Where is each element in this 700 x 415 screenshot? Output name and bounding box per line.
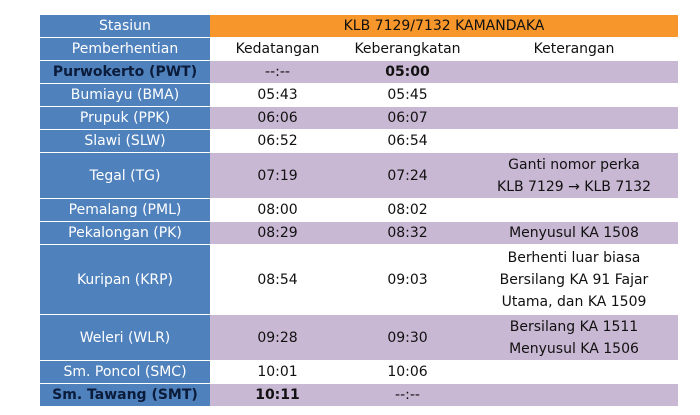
arrival-time: 10:01 bbox=[210, 361, 345, 384]
arrival-time: 05:43 bbox=[210, 84, 345, 107]
table-row bbox=[40, 315, 678, 361]
departure-time: 05:00 bbox=[345, 61, 470, 84]
table-row bbox=[40, 130, 678, 153]
station-name: Pemalang (PML) bbox=[40, 199, 210, 222]
station-header-line1: Stasiun bbox=[40, 15, 210, 38]
arrival-time: 06:06 bbox=[210, 107, 345, 130]
station-name: Bumiayu (BMA) bbox=[40, 84, 210, 107]
departure-time: 09:30 bbox=[345, 315, 470, 361]
departure-time: 05:45 bbox=[345, 84, 470, 107]
note bbox=[470, 315, 678, 361]
schedule-table bbox=[40, 15, 678, 407]
note bbox=[470, 130, 678, 153]
train-title: KLB 7129/7132 KAMANDAKA bbox=[210, 15, 678, 38]
table-row bbox=[40, 61, 678, 84]
table-row bbox=[40, 199, 678, 222]
departure-time: 06:07 bbox=[345, 107, 470, 130]
note bbox=[470, 384, 678, 407]
station-name: Slawi (SLW) bbox=[40, 130, 210, 153]
arrival-time: 07:19 bbox=[210, 153, 345, 199]
table-row bbox=[40, 384, 678, 407]
departure-time: --:-- bbox=[345, 384, 470, 407]
note-line: Bersilang KA 1511 bbox=[509, 318, 639, 335]
note bbox=[470, 107, 678, 130]
notes-column-header: Keterangan bbox=[470, 38, 678, 61]
note bbox=[470, 61, 678, 84]
station-name: Pekalongan (PK) bbox=[40, 222, 210, 245]
arrival-time: --:-- bbox=[210, 61, 345, 84]
arrival-time: 06:52 bbox=[210, 130, 345, 153]
note bbox=[470, 222, 678, 245]
note bbox=[470, 245, 678, 315]
note-line: Ganti nomor perka bbox=[508, 156, 640, 173]
departure-time: 06:54 bbox=[345, 130, 470, 153]
table-row bbox=[40, 153, 678, 199]
departure-time: 07:24 bbox=[345, 153, 470, 199]
station-name: Purwokerto (PWT) bbox=[40, 61, 210, 84]
station-name: Prupuk (PPK) bbox=[40, 107, 210, 130]
table-row bbox=[40, 245, 678, 315]
note bbox=[470, 199, 678, 222]
note-line: Bersilang KA 91 Fajar bbox=[499, 271, 649, 288]
note-line: KLB 7129 → KLB 7132 bbox=[497, 178, 651, 195]
header-row-columns bbox=[40, 38, 678, 61]
table-row bbox=[40, 84, 678, 107]
departure-column-header: Keberangkatan bbox=[345, 38, 470, 61]
table-row bbox=[40, 107, 678, 130]
note bbox=[470, 361, 678, 384]
arrival-time: 09:28 bbox=[210, 315, 345, 361]
note bbox=[470, 153, 678, 199]
arrival-time: 08:29 bbox=[210, 222, 345, 245]
note-line: Menyusul KA 1508 bbox=[509, 225, 639, 241]
station-name: Weleri (WLR) bbox=[40, 315, 210, 361]
note-line: Utama, dan KA 1509 bbox=[501, 293, 647, 310]
arrival-column-header: Kedatangan bbox=[210, 38, 345, 61]
note bbox=[470, 84, 678, 107]
departure-time: 08:32 bbox=[345, 222, 470, 245]
station-name: Kuripan (KRP) bbox=[40, 245, 210, 315]
departure-time: 10:06 bbox=[345, 361, 470, 384]
station-name: Sm. Poncol (SMC) bbox=[40, 361, 210, 384]
arrival-time: 10:11 bbox=[210, 384, 345, 407]
note-line: Menyusul KA 1506 bbox=[509, 340, 639, 357]
table-row bbox=[40, 361, 678, 384]
station-header-line2: Pemberhentian bbox=[40, 38, 210, 61]
note-line: Berhenti luar biasa bbox=[507, 249, 641, 266]
station-name: Tegal (TG) bbox=[40, 153, 210, 199]
table-row bbox=[40, 222, 678, 245]
station-name: Sm. Tawang (SMT) bbox=[40, 384, 210, 407]
departure-time: 09:03 bbox=[345, 245, 470, 315]
header-row-title bbox=[40, 15, 678, 38]
arrival-time: 08:00 bbox=[210, 199, 345, 222]
arrival-time: 08:54 bbox=[210, 245, 345, 315]
departure-time: 08:02 bbox=[345, 199, 470, 222]
